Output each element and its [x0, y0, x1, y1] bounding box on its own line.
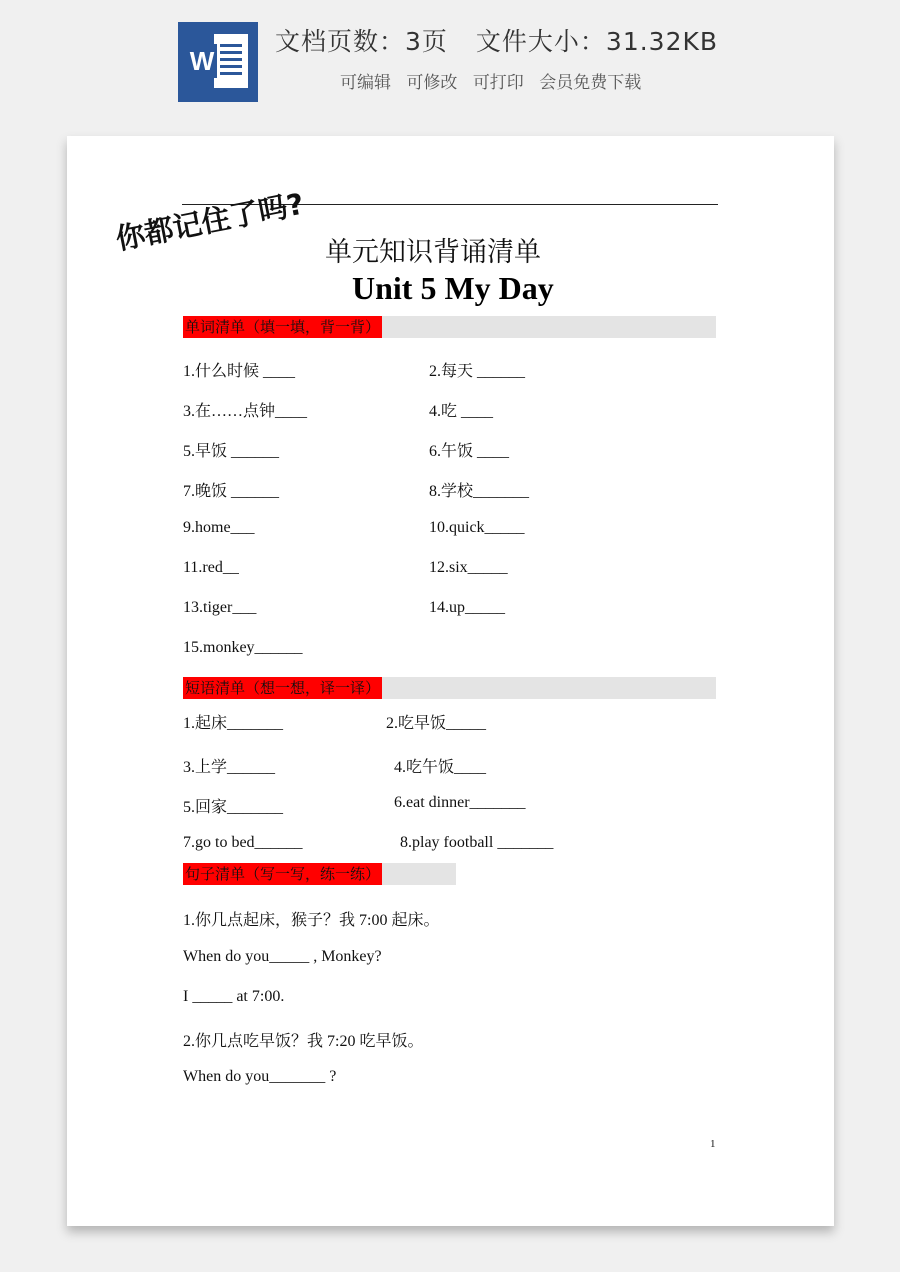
- word-item: 12.six_____: [429, 559, 508, 576]
- page-number: 1: [710, 1138, 716, 1150]
- phrase-item: 5.回家_______: [183, 799, 284, 816]
- word-item: 5.早饭 ______: [183, 443, 280, 460]
- word-item: 9.home___: [183, 519, 255, 536]
- word-item: 3.在……点钟____: [183, 403, 308, 420]
- sentence-item: 1.你几点起床，猴子？我 7:00 起床。: [183, 912, 440, 929]
- feature-editable: 可编辑: [340, 73, 391, 93]
- word-item: 13.tiger___: [183, 599, 257, 616]
- word-item: 1.什么时候 ____: [183, 363, 296, 380]
- document-page: [67, 136, 834, 1226]
- word-item: 6.午饭 ____: [429, 443, 510, 460]
- download-banner: [0, 0, 900, 118]
- word-item: 2.每天 ______: [429, 363, 526, 380]
- section-label-words: 单词清单（填一填，背一背）: [185, 318, 381, 336]
- feature-member-download: 会员免费下载: [539, 73, 642, 93]
- phrase-item: 7.go to bed______: [183, 834, 303, 851]
- word-item: 7.晚饭 ______: [183, 483, 280, 500]
- word-file-icon: W: [178, 22, 258, 102]
- phrase-item: 4.吃午饭____: [394, 759, 487, 776]
- page-title-chinese: 单元知识背诵清单: [325, 237, 541, 268]
- sentence-item: I _____ at 7:00.: [183, 988, 285, 1005]
- feature-list: [340, 68, 651, 93]
- sentence-item: When do you_____ , Monkey?: [183, 948, 382, 965]
- word-item: 14.up_____: [429, 599, 505, 616]
- page-title-english: Unit 5 My Day: [352, 270, 554, 306]
- word-item: 11.red__: [183, 559, 239, 576]
- feature-printable: 可打印: [472, 73, 524, 93]
- word-item: 8.学校_______: [429, 483, 530, 500]
- doc-page-count: 文档页数：3页: [275, 27, 448, 56]
- phrase-item: 8.play football _______: [400, 834, 554, 851]
- phrase-item: 3.上学______: [183, 759, 276, 776]
- section-label-sentences: 句子清单（写一写，练一练）: [185, 865, 381, 883]
- phrase-item: 6.eat dinner_______: [394, 794, 526, 811]
- doc-file-size: 文件大小：31.32KB: [475, 27, 719, 56]
- sentence-item: 2.你几点吃早饭？我 7:20 吃早饭。: [183, 1033, 424, 1050]
- word-item: 4.吃 ____: [429, 403, 494, 420]
- word-item: 15.monkey______: [183, 639, 303, 656]
- word-item: 10.quick_____: [429, 519, 525, 536]
- feature-modifiable: 可修改: [406, 73, 458, 93]
- phrase-item: 1.起床_______: [183, 715, 284, 732]
- slogan: 你都记住了吗?: [112, 186, 307, 257]
- phrase-item: 2.吃早饭_____: [386, 715, 487, 732]
- sentence-item: When do you_______ ?: [183, 1068, 337, 1085]
- file-meta: [275, 22, 746, 58]
- section-label-phrases: 短语清单（想一想，译一译）: [185, 679, 381, 697]
